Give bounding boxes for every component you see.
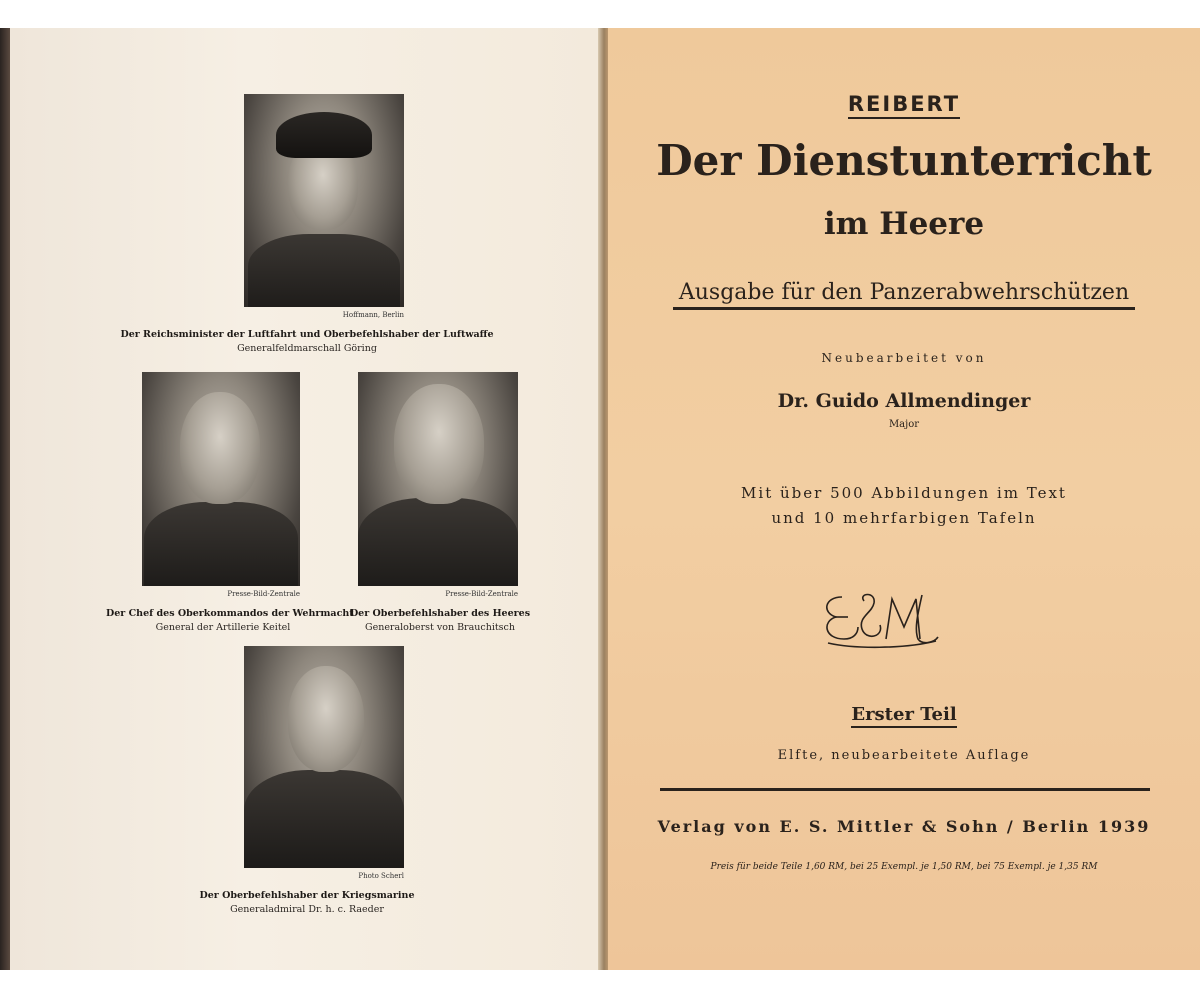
uniform	[358, 498, 518, 586]
publisher-imprint: Verlag von E. S. Mittler & Sohn / Berlin 1939	[657, 817, 1151, 836]
editor-name: Dr. Guido Allmendinger	[777, 390, 1031, 412]
portrait-caption-title: Der Oberbefehlshaber des Heeres	[349, 608, 531, 619]
background-top	[0, 0, 1200, 28]
editor-rank: Major	[888, 419, 920, 430]
photo-credit: Photo Scherl	[358, 872, 404, 880]
photo-credit: Hoffmann, Berlin	[342, 311, 404, 319]
portrait-keitel	[142, 372, 300, 586]
uniform	[248, 234, 400, 307]
left-page	[10, 28, 604, 970]
book-title-line2: im Heere	[823, 206, 985, 242]
uniform	[144, 502, 298, 586]
portrait-caption-name: Generaladmiral Dr. h. c. Raeder	[230, 904, 384, 915]
face	[394, 384, 484, 504]
portrait-caption-name: Generalfeldmarschall Göring	[237, 343, 377, 354]
book-subtitle	[608, 280, 1200, 310]
edited-by-label: Neubearbeitet von	[821, 351, 987, 365]
plates-note: und 10 mehrfarbigen Tafeln	[771, 509, 1037, 527]
face	[288, 666, 364, 772]
portrait-goering	[244, 94, 404, 307]
uniform	[244, 770, 404, 868]
part-text: Erster Teil	[851, 704, 956, 728]
publisher-monogram-logo	[814, 583, 944, 653]
portrait-caption-title: Der Oberbefehlshaber der Kriegsmarine	[199, 890, 415, 901]
title-page	[608, 28, 1200, 970]
photo-credit: Presse-Bild-Zentrale	[227, 590, 300, 598]
author-text: REIBERT	[848, 92, 960, 119]
book-edge	[0, 28, 10, 970]
portrait-caption-name: General der Artillerie Keitel	[155, 622, 291, 633]
face	[180, 392, 260, 504]
price-note: Preis für beide Teile 1,60 RM, bei 25 Exempl. je 1,50 RM, bei 75 Exempl. je 1,35 RM	[710, 862, 1098, 872]
portrait-raeder	[244, 646, 404, 868]
portrait-caption-title: Der Reichsminister der Luftfahrt und Oberbefehlshaber der Luftwaffe	[120, 329, 494, 340]
portrait-brauchitsch	[358, 372, 518, 586]
portrait-caption-title: Der Chef des Oberkommandos der Wehrmacht	[106, 608, 354, 619]
author-name	[608, 92, 1200, 116]
illustrations-note: Mit über 500 Abbildungen im Text	[741, 484, 1067, 502]
subtitle-text: Ausgabe für den Panzerabwehrschützen	[673, 280, 1135, 310]
background-bottom	[0, 970, 1200, 1000]
divider-rule	[660, 788, 1150, 791]
portrait-caption-name: Generaloberst von Brauchitsch	[364, 622, 515, 633]
photo-credit: Presse-Bild-Zentrale	[445, 590, 518, 598]
volume-part	[608, 704, 1200, 725]
cap	[276, 112, 372, 158]
book-title: Der Dienstunterricht	[656, 136, 1152, 185]
edition-note: Elfte, neubearbeitete Auflage	[777, 748, 1031, 763]
